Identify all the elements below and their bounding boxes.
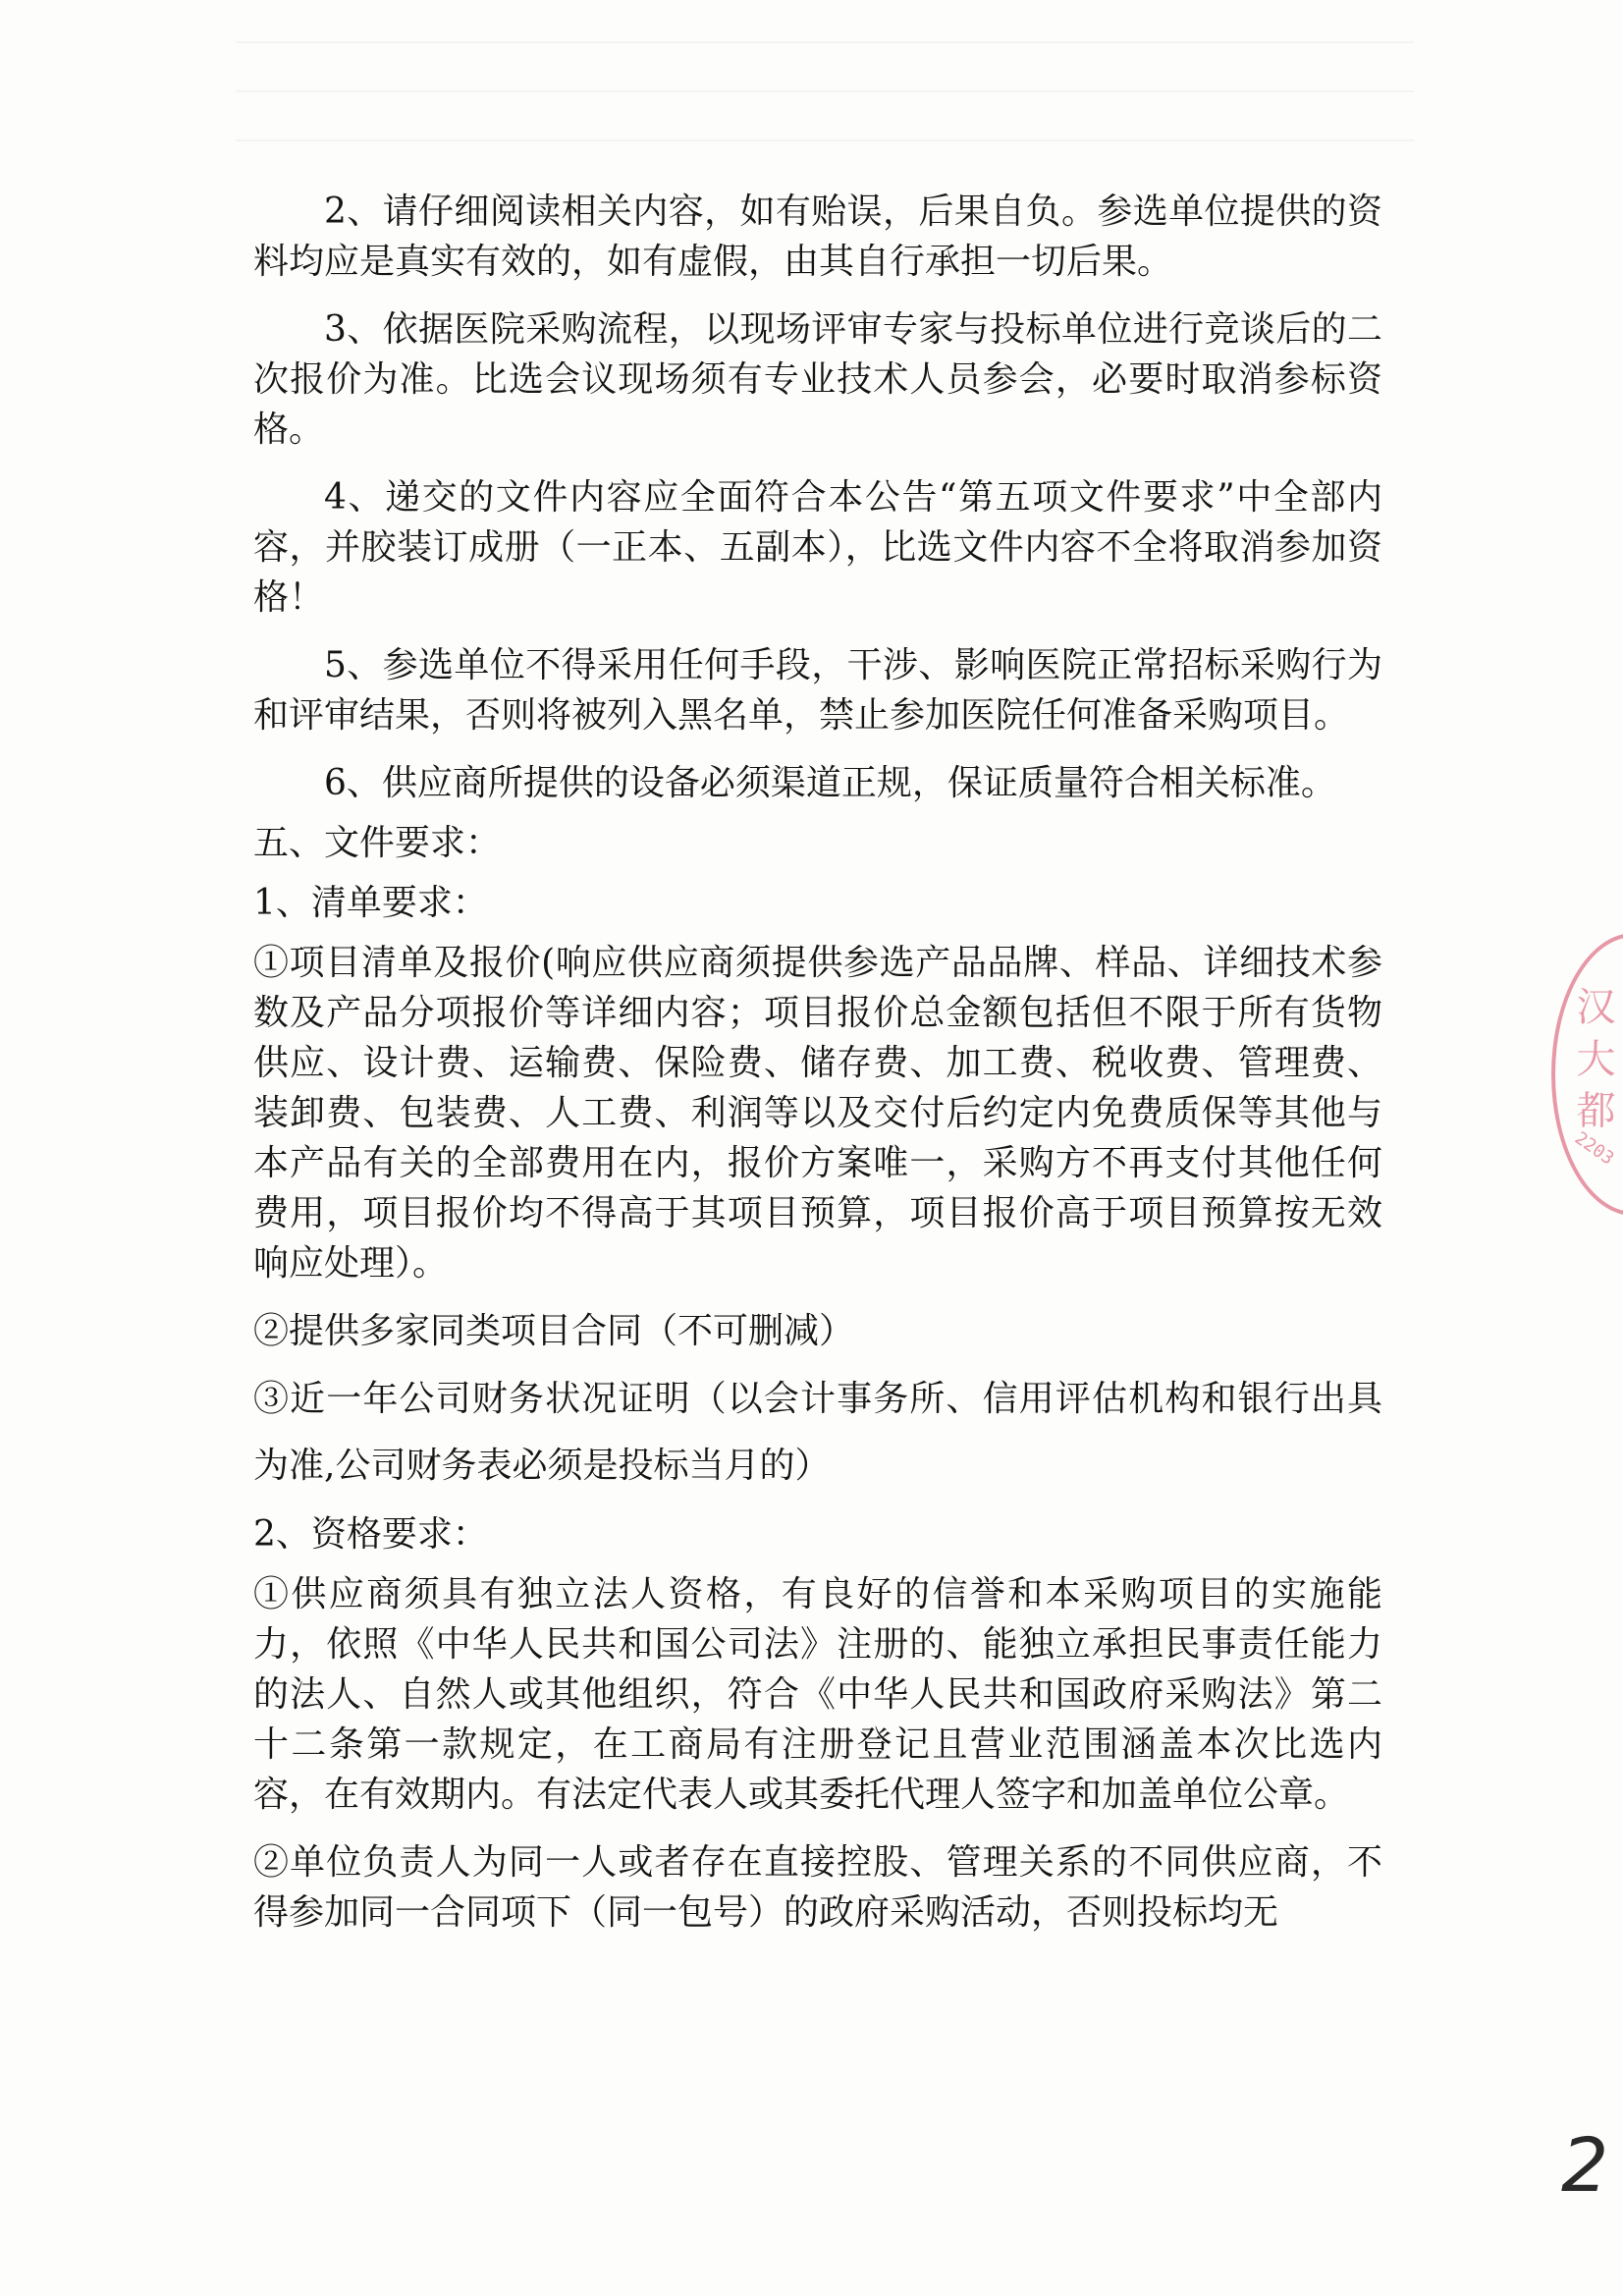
subheading-list-requirements: 1、清单要求： <box>253 883 488 923</box>
paragraph-item-5: 5、参选单位不得采用任何手段，干涉、影响医院正常招标采购行为和评审结果，否则将被列入黑名单，禁止参加医院任何准备采购项目。 <box>253 645 1382 736</box>
paragraph-item-4: 4、递交的文件内容应全面符合本公告“第五项文件要求”中全部内容，并胶装订成册（一正本、五副本），比选文件内容不全将取消参加资格！ <box>253 477 1382 618</box>
list-item-project-quote: ①项目清单及报价(响应供应商须提供参选产品品牌、样品、详细技术参数及产品分项报价等详细内容；项目报价总金额包括但不限于所有货物供应、设计费、运输费、保险费、储存费、加工费、税收费、管理费、装卸费、包装费、人工费、利润等以及交付后约定内免费质保等其他与本产品有关的全部费用在内，报价方案唯一，采购方不再支付其他任何费用，项目报价均不得高于其项目预算，项目报价高于项目预算按无效响应处理）。 <box>253 943 1382 1284</box>
section-heading-file-requirements: 五、文件要求： <box>253 823 502 863</box>
paragraph-item-2: 2、请仔细阅读相关内容，如有贻误，后果自负。参选单位提供的资料均应是真实有效的，如有虚假，由其自行承担一切后果。 <box>253 191 1382 282</box>
document-body <box>253 187 1382 1955</box>
subheading-qualification-requirements: 2、资格要求： <box>253 1514 488 1555</box>
stamp-number: 2203 <box>1570 1127 1618 1170</box>
show-through-line <box>236 139 1414 141</box>
list-item-legal-entity: ①供应商须具有独立法人资格，有良好的信誉和本采购项目的实施能力，依照《中华人民共和国公司法》注册的、能独立承担民事责任能力的法人、自然人或其他组织，符合《中华人民共和国政府采购法》第二十二条第一款规定，在工商局有注册登记且营业范围涵盖本次比选内容，在有效期内。有法定代表人或其委托代理人签字和加盖单位公章。 <box>253 1574 1382 1815</box>
official-seal-stamp <box>1551 933 1623 1216</box>
stamp-text: 汉 大 都 <box>1570 986 1615 1129</box>
list-item-contracts: ②提供多家同类项目合同（不可删减） <box>253 1311 855 1351</box>
paragraph-item-3: 3、依据医院采购流程，以现场评审专家与投标单位进行竞谈后的二次报价为准。比选会议现场须有专业技术人员参会，必要时取消参标资格。 <box>253 309 1382 450</box>
list-item-financial-proof: ③近一年公司财务状况证明（以会计事务所、信用评估机构和银行出具为准,公司财务表必须是投标当月的） <box>253 1379 1382 1486</box>
show-through-line <box>236 90 1414 92</box>
page-number: 2 <box>1561 2121 1609 2209</box>
show-through-line <box>236 41 1414 43</box>
paragraph-item-6: 6、供应商所提供的设备必须渠道正规，保证质量符合相关标准。 <box>324 763 1336 803</box>
list-item-related-suppliers: ②单位负责人为同一人或者存在直接控股、管理关系的不同供应商，不得参加同一合同项下（同一包号）的政府采购活动，否则投标均无 <box>253 1842 1382 1933</box>
